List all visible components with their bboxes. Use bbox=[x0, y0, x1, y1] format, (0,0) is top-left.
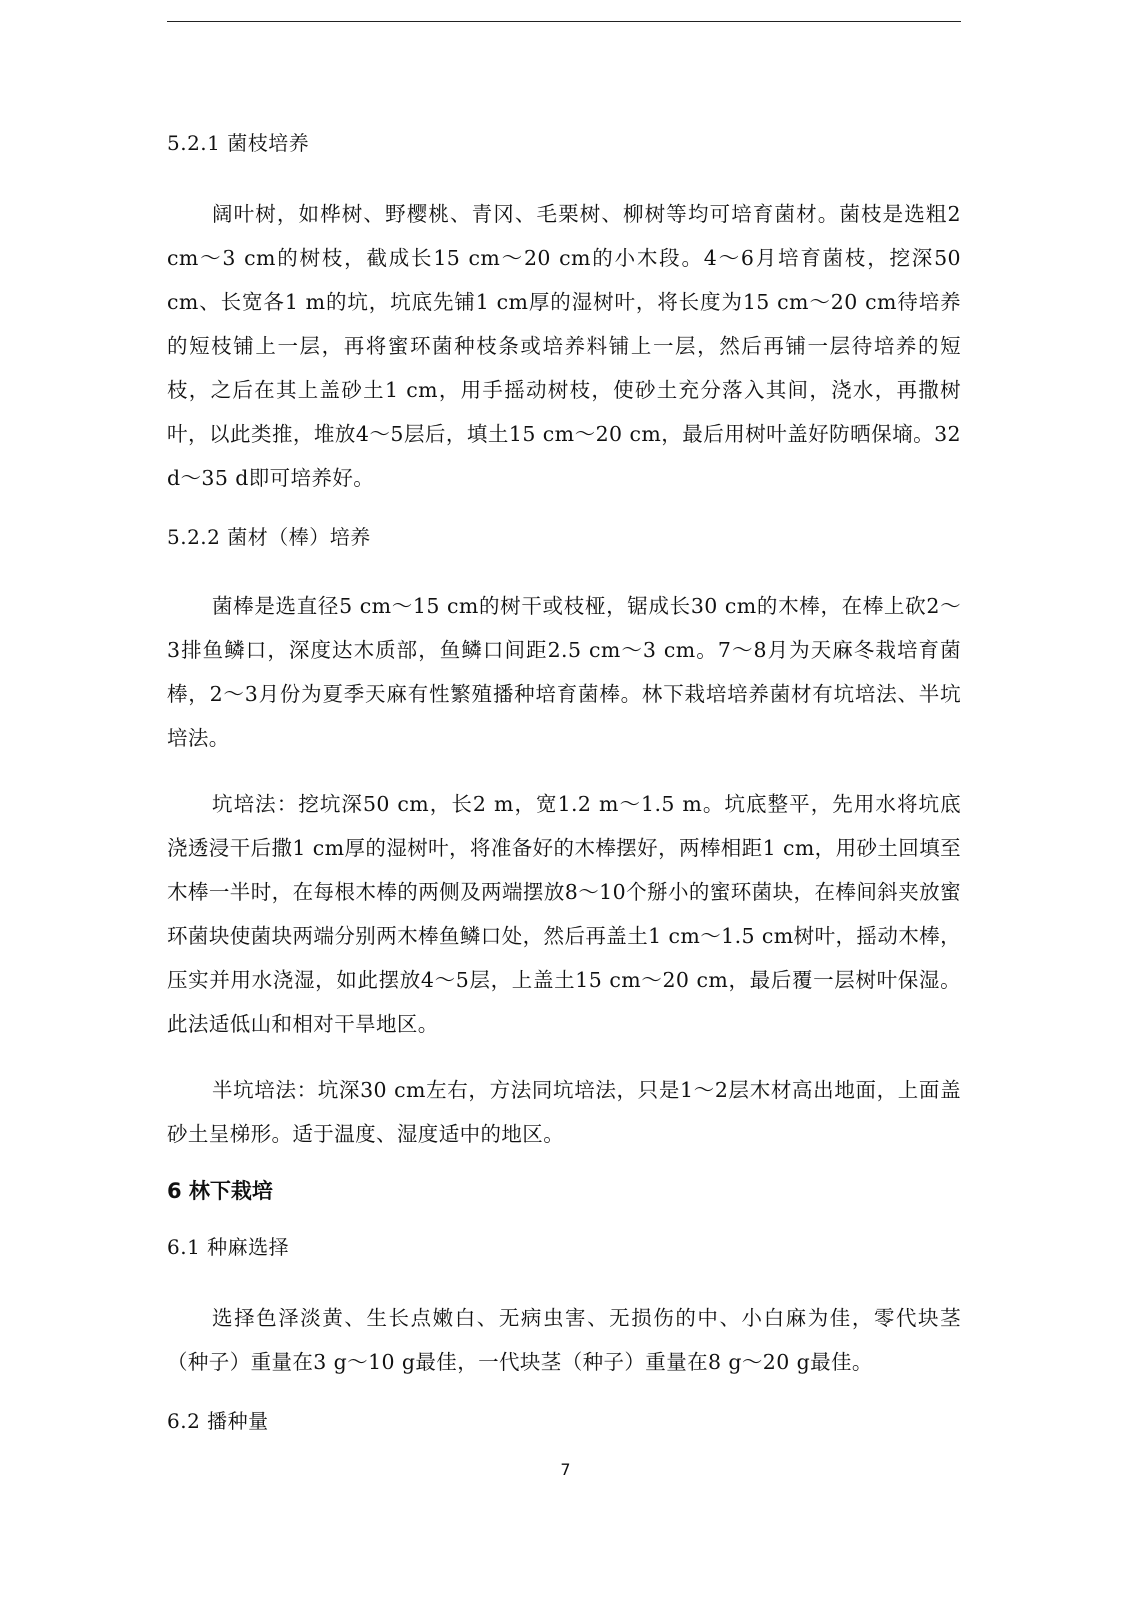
heading-6-1: 6.1 种麻选择 bbox=[167, 1235, 290, 1259]
page-number: 7 bbox=[560, 1460, 571, 1479]
paragraph-6-1: 选择色泽淡黄、生长点嫩白、无病虫害、无损伤的中、小白麻为佳，零代块茎（种子）重量在3 g～10 g最佳，一代块茎（种子）重量在8 g～20 g最佳。 bbox=[167, 1306, 961, 1374]
paragraph-5-2-2-b: 坑培法：挖坑深50 cm，长2 m，宽1.2 m～1.5 m。坑底整平，先用水将坑底浇透浸干后撒1 cm厚的湿树叶，将准备好的木棒摆好，两棒相距1 cm，用砂土回填至木棒一半时，在每根木棒的两侧及两端摆放8～10个掰小的蜜环菌块，在棒间斜夹放蜜环菌块使菌块两端分别两木棒鱼鳞口处，然后再盖土1 cm～1.5 cm树叶，摇动木棒，压实并用水浇湿，如此摆放4～5层，上盖土15 cm～20 cm，最后覆一层树叶保湿。此法适低山和相对干旱地区。 bbox=[167, 792, 961, 1036]
heading-5-2-1: 5.2.1 菌枝培养 bbox=[167, 131, 310, 155]
paragraph-5-2-1: 阔叶树，如桦树、野樱桃、青冈、毛栗树、柳树等均可培育菌材。菌枝是选粗2 cm～3 cm的树枝，截成长15 cm～20 cm的小木段。4～6月培育菌枝，挖深50 cm、长宽各1 m的坑，坑底先铺1 cm厚的湿树叶，将长度为15 cm～20 cm待培养的短枝铺上一层，再将蜜环菌种枝条或培养料铺上一层，然后再铺一层待培养的短枝，之后在其上盖砂土1 cm，用手摇动树枝，使砂土充分落入其间，浇水，再撒树叶，以此类推，堆放4～5层后，填土15 cm～20 cm，最后用树叶盖好防晒保墒。32 d～35 d即可培养好。 bbox=[167, 202, 961, 490]
heading-5-2-2: 5.2.2 菌材（棒）培养 bbox=[167, 525, 371, 549]
heading-6: 6 林下栽培 bbox=[167, 1179, 273, 1203]
paragraph-5-2-2-c: 半坑培法：坑深30 cm左右，方法同坑培法，只是1～2层木材高出地面，上面盖砂土呈梯形。适于温度、湿度适中的地区。 bbox=[167, 1078, 961, 1146]
page-content bbox=[167, 128, 961, 1436]
heading-6-2: 6.2 播种量 bbox=[167, 1409, 269, 1433]
paragraph-5-2-2-a: 菌棒是选直径5 cm～15 cm的树干或枝桠，锯成长30 cm的木棒，在棒上砍2～3排鱼鳞口，深度达木质部，鱼鳞口间距2.5 cm～3 cm。7～8月为天麻冬栽培育菌棒，2～3月份为夏季天麻有性繁殖播种培育菌棒。林下栽培培养菌材有坑培法、半坑培法。 bbox=[167, 594, 961, 750]
header-rule bbox=[167, 21, 961, 22]
